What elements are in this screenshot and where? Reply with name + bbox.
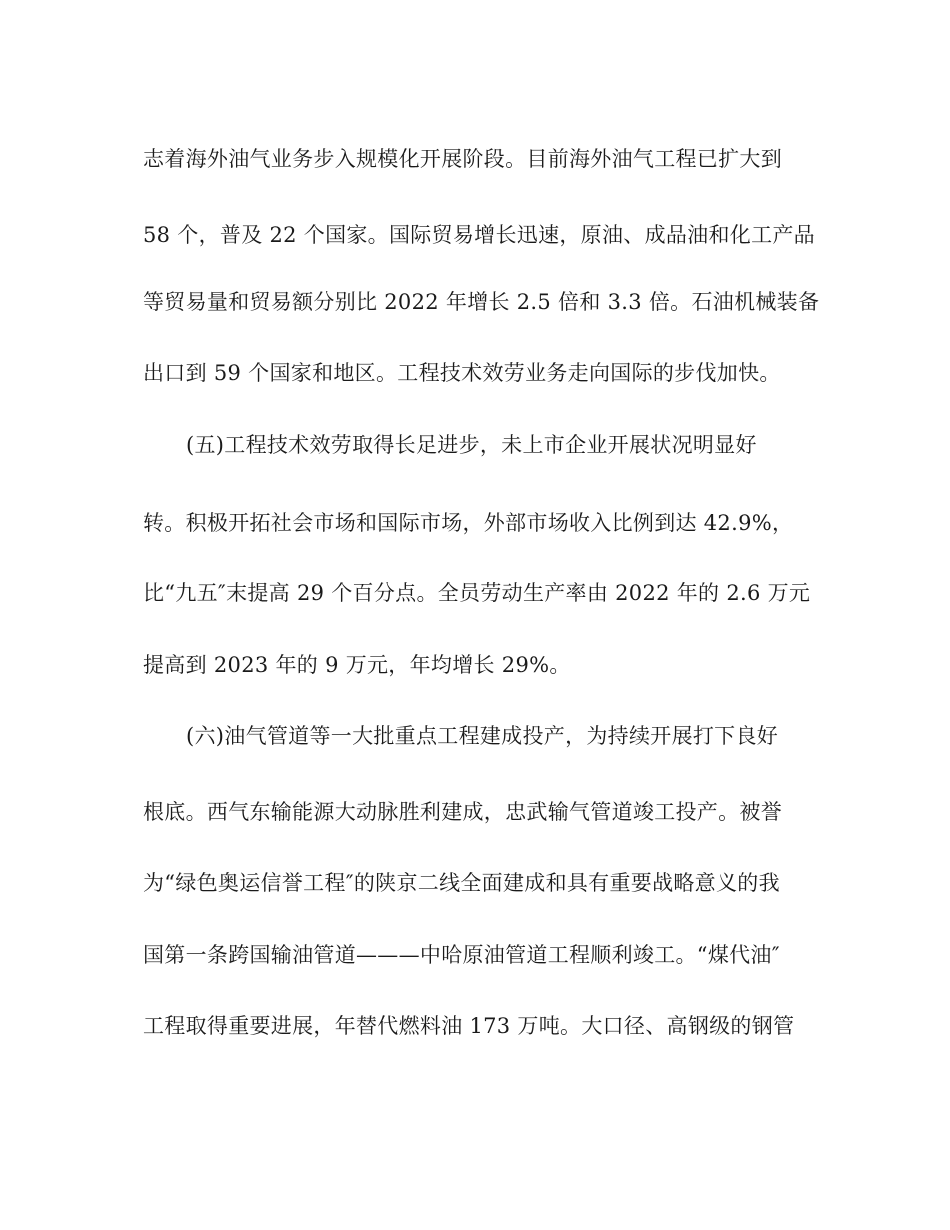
paragraph-line: 等贸易量和贸易额分别比 2022 年增长 2.5 倍和 3.3 倍。石油机械装备 [143,290,820,314]
paragraph-line: 为“绿色奥运信誉工程″的陕京二线全面建成和具有重要战略意义的我 [143,871,780,895]
paragraph-heading-line: (五)工程技术效劳取得长足进步，未上市企业开展状况明显好 [186,433,757,457]
paragraph-line: 根底。西气东输能源大动脉胜利建成，忠武输气管道竣工投产。被誉 [143,800,782,824]
paragraph-line: 出口到 59 个国家和地区。工程技术效劳业务走向国际的步伐加快。 [143,361,781,385]
paragraph-line: 工程取得重要进展，年替代燃料油 173 万吨。大口径、高钢级的钢管 [143,1014,795,1038]
paragraph-line: 比“九五″末提高 29 个百分点。全员劳动生产率由 2022 年的 2.6 万元 [143,581,811,605]
paragraph-line: 志着海外油气业务步入规模化开展阶段。目前海外油气工程已扩大到 [143,147,782,171]
paragraph-line: 国第一条跨国输油管道———中哈原油管道工程顺利竣工。“煤代油″ [143,943,780,967]
paragraph-line: 提高到 2023 年的 9 万元，年均增长 29%。 [143,653,571,677]
paragraph-line: 58 个，普及 22 个国家。国际贸易增长迅速，原油、成品油和化工产品 [143,223,815,247]
paragraph-line: 转。积极开拓社会市场和国际市场，外部市场收入比例到达 42.9%， [143,511,794,535]
paragraph-heading-line: (六)油气管道等一大批重点工程建成投产，为持续开展打下良好 [186,724,779,748]
